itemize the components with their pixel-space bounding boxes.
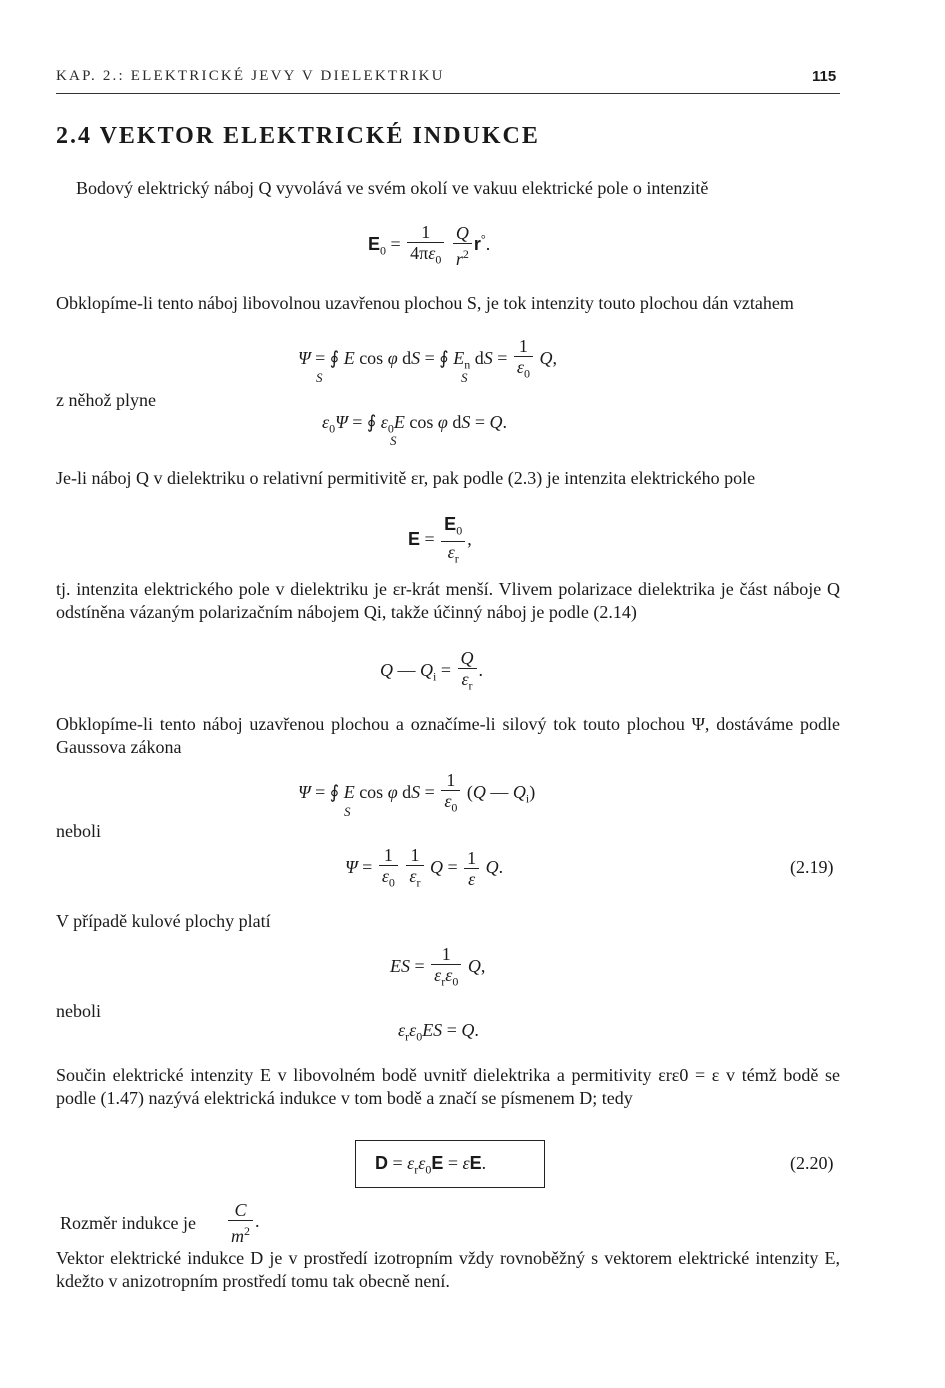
equation-2-19: Ψ = $\frac{1}{\varepsilon_0}$ $\frac{1}{\varepsilon_r}$ Q = $\frac{1}{\varepsilon}$ Q. xyxy=(345,845,504,890)
equation-unit: $\frac{C}{m^2}$ . xyxy=(226,1200,260,1246)
equation-number-2-19: (2.19) xyxy=(790,857,834,877)
paragraph-2: Obklopíme-li tento náboj libovolnou uzavřenou plochou S, je tok intenzity touto plochou dán vztahem xyxy=(56,293,794,313)
paragraph-3: z něhož plyne xyxy=(56,390,156,410)
equation-sphere-2: $\varepsilon_r\varepsilon_0ES = Q$. xyxy=(398,1020,479,1044)
paragraph-11: Rozměr indukce je xyxy=(60,1213,196,1233)
paragraph-9: neboli xyxy=(56,1001,101,1021)
paragraph-4: Je-li náboj Q v dielektriku o relativní permitivitě εr, pak podle (2.3) je intenzita elektrického pole xyxy=(56,468,756,488)
equation-sphere: ES = $\frac{1}{\varepsilon_r\varepsilon_0}$ Q, xyxy=(390,944,486,989)
integral-subscript-s: S xyxy=(316,370,323,385)
equation-effective-charge: Q — $Q_i$ = $\frac{Q}{\varepsilon_r}$ . xyxy=(380,648,483,693)
paragraph-6: Obklopíme-li tento náboj uzavřenou plochou a označíme-li silový tok touto plochou Ψ, dostáváme podle Gaussova zákona xyxy=(56,714,840,757)
integral-subscript-s: S xyxy=(390,433,397,448)
header-rule xyxy=(56,93,840,94)
equation-flux: Ψ = ∮ E cos φ dS = ∮ $E_n$ dS = $\frac{1}{\varepsilon_0}$ Q, xyxy=(298,336,557,381)
paragraph-8: V případě kulové plochy platí xyxy=(56,911,271,931)
equation-number-2-20: (2.20) xyxy=(790,1153,834,1173)
equation-e0: $E_0$ = $\frac{1}{4\pi\varepsilon_0}$ $\frac{Q}{r^2}$ r°. xyxy=(368,222,491,269)
equation-eps0-flux: $\varepsilon_0\Psi$ = ∮ $\varepsilon_0E$ cos φ dS = Q. xyxy=(322,412,507,436)
paragraph-12: Vektor elektrické indukce D je v prostředí izotropním vždy rovnoběžný s vektorem elektrické intenzity E, kdežto v anizotropním prostředí tomu tak obecně není. xyxy=(56,1248,840,1291)
paragraph-5: tj. intenzita elektrického pole v dielektriku je εr-krát menší. Vlivem polarizace dielektrika je část náboje Q odstíněna vázaným polarizačním nábojem Qi, takže účinný náboj je podle (2.14) xyxy=(56,579,840,622)
page-number: 115 xyxy=(812,68,837,85)
paragraph-10: Součin elektrické intenzity E v libovolném bodě uvnitř dielektrika a permitivity εrε0 = ε v témž bodě se podle (1.47) nazývá elektrická indukce v tom bodě a značí se písmenem D; tedy xyxy=(56,1065,840,1108)
integral-subscript-s: S xyxy=(461,370,468,385)
paragraph-1: Bodový elektrický náboj Q vyvolává ve svém okolí ve vakuu elektrické pole o intenzitě xyxy=(76,178,709,198)
equation-gauss: Ψ = ∮ E cos φ dS = $\frac{1}{\varepsilon_0}$ (Q — $Q_i$) xyxy=(298,770,536,815)
running-header: KAP. 2.: ELEKTRICKÉ JEVY V DIELEKTRIKU xyxy=(56,68,445,84)
paragraph-7: neboli xyxy=(56,821,101,841)
integral-subscript-s: S xyxy=(344,804,351,819)
equation-2-20: $D = \varepsilon_r\varepsilon_0E = \varepsilon E$. xyxy=(375,1153,487,1177)
equation-e-dielectric: E = $\frac{E_0}{\varepsilon_r}$ , xyxy=(408,514,472,566)
section-title: 2.4 VEKTOR ELEKTRICKÉ INDUKCE xyxy=(56,123,540,149)
